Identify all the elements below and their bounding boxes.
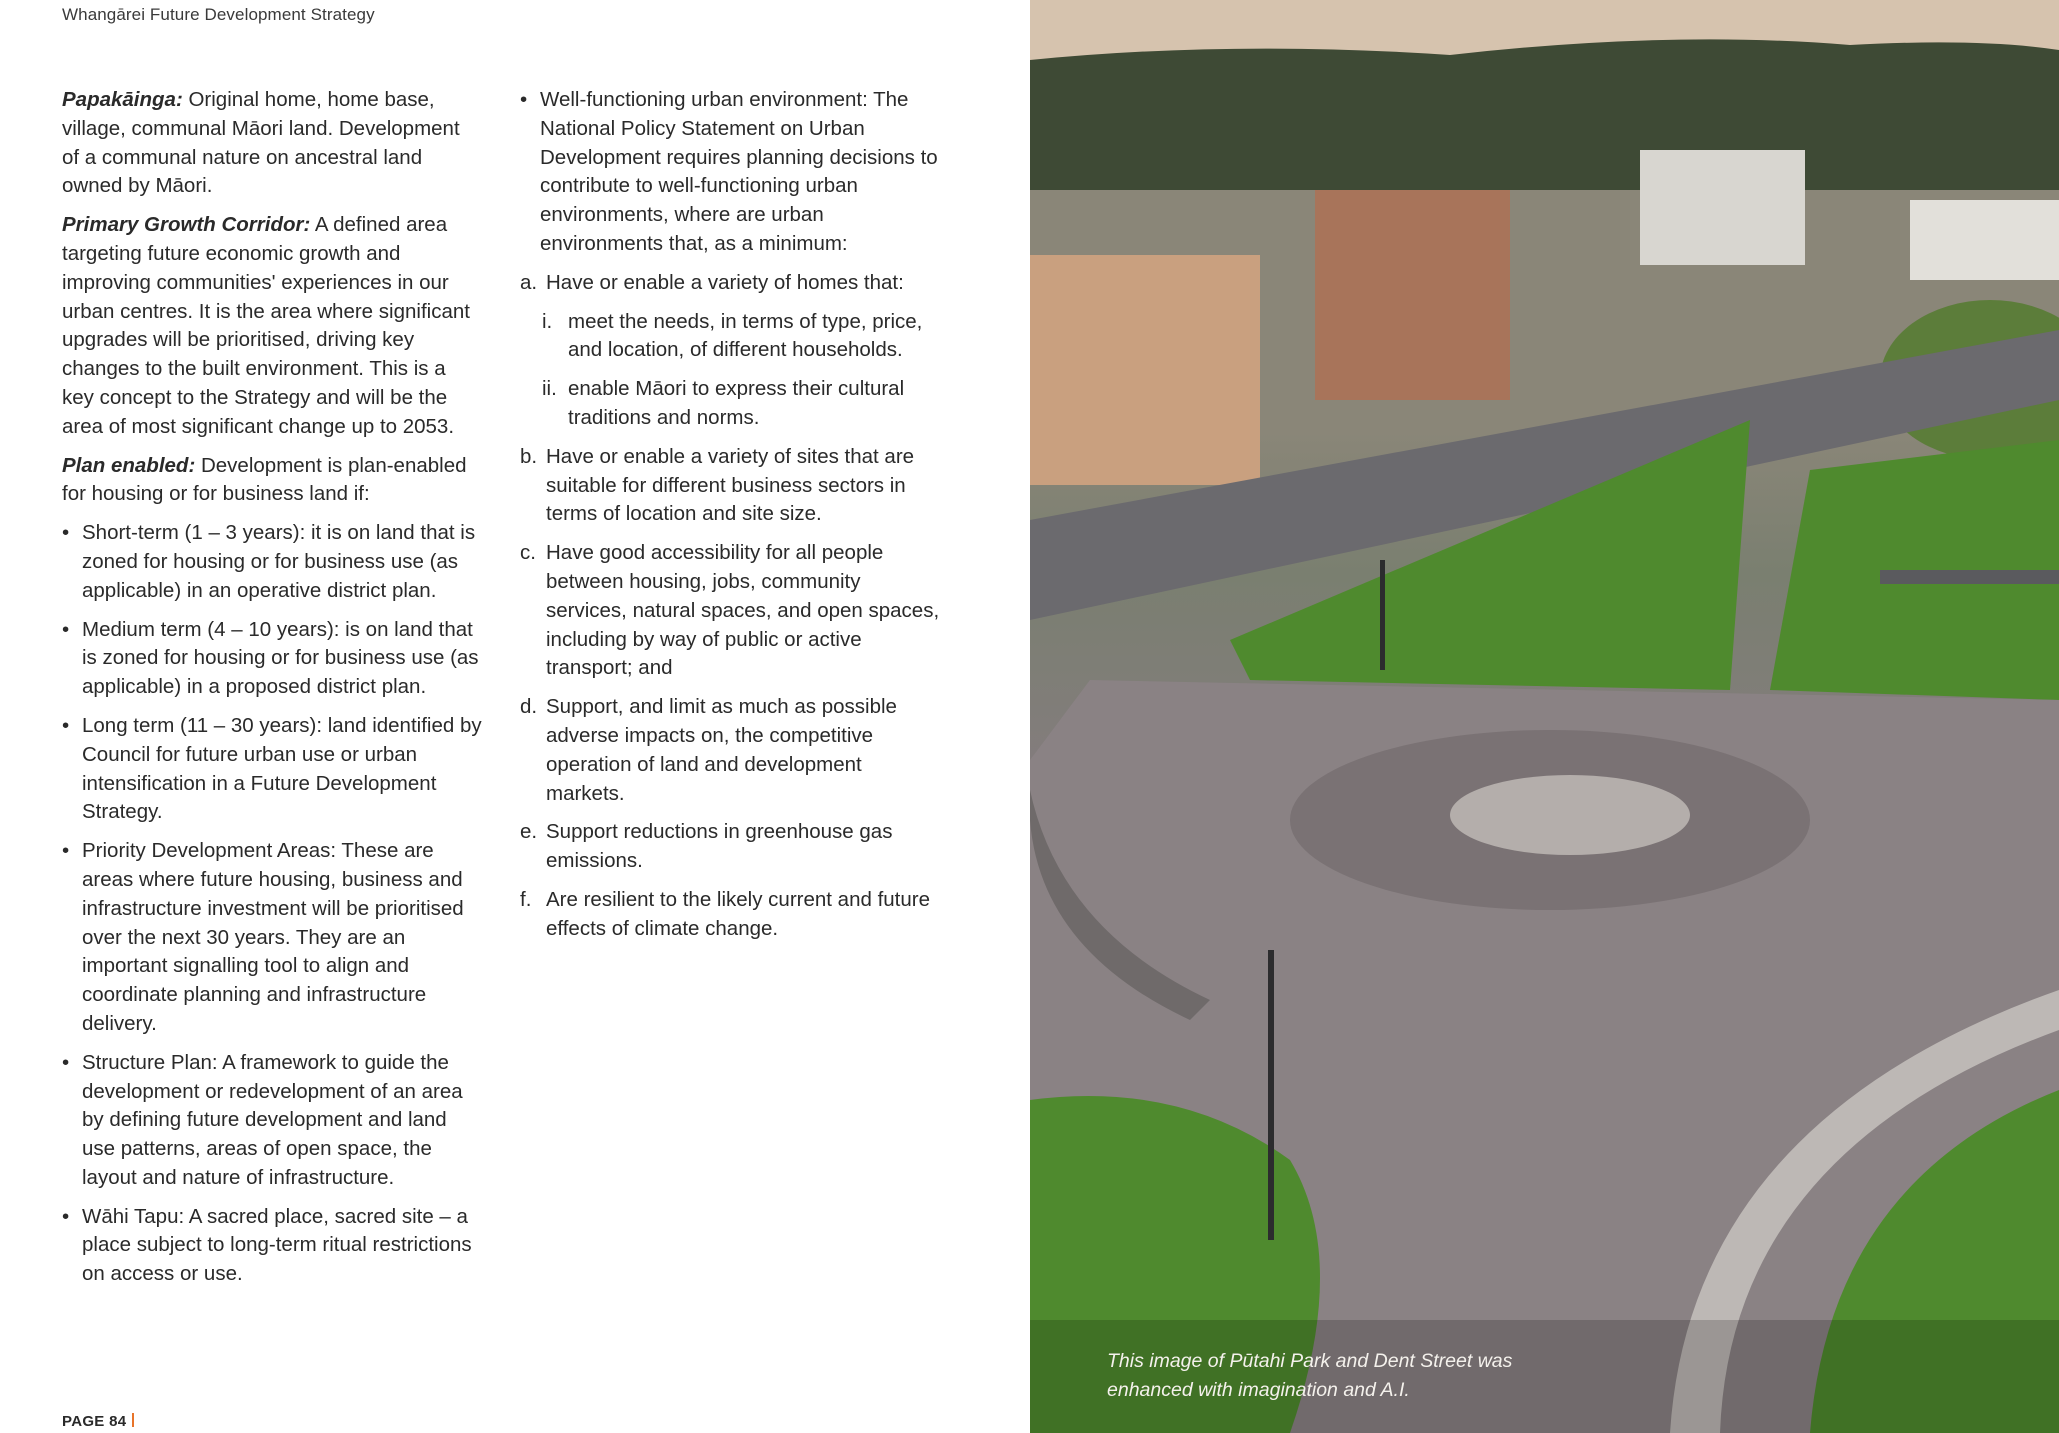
list-item <box>520 86 940 259</box>
fountain-water <box>1450 775 1690 855</box>
list-marker: c. <box>520 541 536 565</box>
apartment-building <box>1640 150 1805 265</box>
list-item-text: Structure Plan: A framework to guide the development or redevelopment of an area by defining future development and land use patterns, areas of open space, the layout and nature of infrastructure. <box>82 1050 463 1189</box>
definition-plan-enabled <box>62 452 482 510</box>
list-marker: a. <box>520 270 538 294</box>
glossary-column-right <box>520 86 940 954</box>
list-item-text: Long term (11 – 30 years): land identified by Council for future urban use or urban intensification in a Future Development Strategy. <box>82 713 482 824</box>
definition-papakainga <box>62 86 482 201</box>
glossary-column-left <box>62 86 482 1299</box>
list-item <box>520 886 940 944</box>
list-marker: b. <box>520 444 538 468</box>
list-item <box>520 269 940 298</box>
list-item-text: Support reductions in greenhouse gas emissions. <box>546 820 893 873</box>
bullet-glyph: • <box>62 713 70 737</box>
list-item <box>62 519 482 605</box>
bullet-glyph: • <box>520 88 528 111</box>
bullet-glyph: • <box>62 839 70 863</box>
list-marker: ii. <box>542 377 557 401</box>
homes-sublist <box>520 308 940 433</box>
page-number-accent-bar <box>132 1413 134 1427</box>
running-header: Whangārei Future Development Strategy <box>62 5 375 24</box>
bullet-glyph: • <box>62 1204 70 1228</box>
page-number-label: PAGE 84 <box>62 1413 127 1430</box>
definition-term: Plan enabled: <box>62 453 196 477</box>
list-item-text: Well-functioning urban environment: The National Policy Statement on Urban Development requires planning decisions to contribute to well-functioning urban environments, where are urban environments that, as a minimum: <box>540 88 938 255</box>
apartment-building <box>1315 190 1510 400</box>
list-item <box>520 818 940 876</box>
list-item-text: enable Māori to express their cultural traditions and norms. <box>568 377 905 429</box>
sublist-item <box>542 375 940 433</box>
list-item-text: Support, and limit as much as possible adverse impacts on, the competitive operation of land and development markets. <box>546 695 897 805</box>
bullet-glyph: • <box>62 617 70 641</box>
list-item <box>520 443 940 529</box>
park-illustration <box>1030 0 2059 1433</box>
lamp-post <box>1268 950 1274 1240</box>
bullet-glyph: • <box>62 521 70 545</box>
list-item <box>62 712 482 827</box>
definition-term: Primary Growth Corridor: <box>62 213 311 237</box>
urban-environment-bullet <box>520 86 940 259</box>
list-marker: f. <box>520 887 532 911</box>
list-item-text: Wāhi Tapu: A sacred place, sacred site – a place subject to long-term ritual restrictions on access or use. <box>82 1204 472 1286</box>
list-item <box>62 1049 482 1193</box>
list-item <box>62 837 482 1039</box>
pergola <box>1880 570 2059 584</box>
sublist-item <box>542 308 940 366</box>
definition-primary-growth-corridor <box>62 211 482 441</box>
lamp-post <box>1380 560 1385 670</box>
list-item <box>520 539 940 683</box>
plan-enabled-bullet-list <box>62 519 482 1289</box>
definition-text: Development is plan-enabled for housing or for business land if: <box>62 453 467 506</box>
list-marker: e. <box>520 820 538 844</box>
requirements-list-continued <box>520 443 940 944</box>
photo-caption: This image of Pūtahi Park and Dent Street was enhanced with imagination and A.I. <box>1107 1350 1513 1401</box>
list-item-text: meet the needs, in terms of type, price, and location, of different households. <box>568 309 923 362</box>
list-item-text: Have or enable a variety of homes that: <box>546 270 904 294</box>
list-marker: i. <box>542 309 553 333</box>
building <box>1910 200 2059 280</box>
list-item-text: Short-term (1 – 3 years): it is on land that is zoned for housing or for business use (as applicable) in an operative district plan. <box>82 521 476 602</box>
list-item-text: Have or enable a variety of sites that are suitable for different business sectors in terms of location and site size. <box>546 444 915 526</box>
park-aerial-photo <box>1030 0 2059 1433</box>
list-item-text: Medium term (4 – 10 years): is on land that is zoned for housing or for business use (as applicable) in a proposed district plan. <box>82 617 479 699</box>
definition-term: Papakāinga: <box>62 88 183 111</box>
definition-text: Original home, home base, village, communal Māori land. Development of a communal nature on ancestral land owned by Māori. <box>62 88 460 198</box>
requirements-list <box>520 269 940 298</box>
list-item <box>520 693 940 808</box>
list-item-text: Priority Development Areas: These are areas where future housing, business and infrastructure investment will be prioritised over the next 30 years. They are an important signalling tool to align and coordinate planning and infrastructure delivery. <box>82 839 464 1035</box>
list-marker: d. <box>520 695 538 719</box>
list-item <box>62 1203 482 1289</box>
definition-text: A defined area targeting future economic growth and improving communities' experiences in our urban centres. It is the area where significant upgrades will be prioritised, driving key changes to the built environment. This is a key concept to the Strategy and will be the area of most significant change up to 2053. <box>62 213 470 438</box>
page-number <box>62 1413 134 1430</box>
apartment-building <box>1030 255 1260 485</box>
list-item <box>62 616 482 702</box>
list-item-text: Have good accessibility for all people between housing, jobs, community services, natural spaces, and open spaces, including by way of public or active transport; and <box>546 541 940 680</box>
list-item-text: Are resilient to the likely current and future effects of climate change. <box>546 887 930 940</box>
bullet-glyph: • <box>62 1050 70 1074</box>
